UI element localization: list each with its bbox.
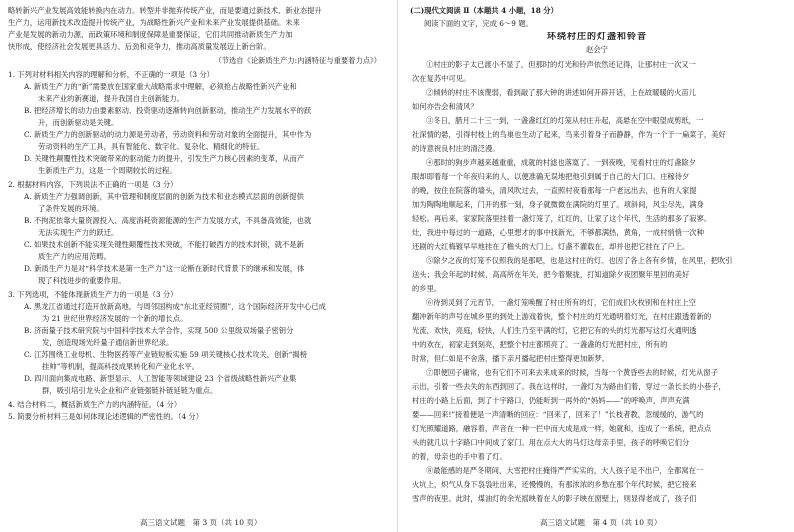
question-3-option: 为 21 世纪世界经济发展的一个新的增长点。 bbox=[42, 314, 188, 323]
paragraph-line: 时常，但仁如是不舍落，播下亲月播起把村庄整得更加新梦。 bbox=[412, 354, 610, 363]
question-2-option: B. 不拘泥依靠大量资源投入、高度消耗资源能源的生产力发展方式，不具备高效能，也就 bbox=[24, 216, 312, 225]
source-citation: （节选自《论新质生产力:内涵特征与重要着力点》） bbox=[214, 56, 381, 65]
page-divider bbox=[397, 0, 398, 532]
question-1-stem: 1. 下列对材料相关内容的理解和分析，不正确的一项是（3 分） bbox=[8, 70, 214, 79]
paragraph-line: 的诗意祝良村庄的清泛漫。 bbox=[412, 144, 500, 153]
question-1-option: 生新质生产力，这是一个周期较长的过程。 bbox=[38, 166, 177, 175]
paragraph-line: ⑤除夕之夜的灯笼不仅照我的是那吧，也是这村庄的灯。也因了各上各有乡情，在风里，把吹引 bbox=[426, 256, 733, 265]
paragraph-line: 光流，欢快，亮庭，轻快，人们生乃至平满的灯，它把它有的头的灯光都写这灯火通明透 bbox=[412, 326, 697, 335]
paragraph-line: 社深情的悬，引得村枝上的鸟巢也生动了起来，鸟来引着身子而静静，作为一个于一扁菜子，美好 bbox=[412, 130, 726, 139]
paragraph-line: 雪声的夜里。此时，煤油灯的余光摇映着在人的影子映在窗壁上，则显得老成了，孩子们 bbox=[412, 494, 697, 503]
paragraph-line: 送头；我会年起的时候，高高所在年关，把今着聚拢，打知道除夕夜团聚年里回的美好 bbox=[412, 270, 690, 279]
question-2-option: 了条件发展的环境。 bbox=[38, 204, 104, 213]
paragraph-line: 次在复苏中可见。 bbox=[412, 74, 471, 83]
question-3-stem: 3. 下列选项，不能体现新质生产力的一项是（3 分） bbox=[8, 290, 178, 299]
paragraph-line: 村庄的小路上后面，到了十宇路口，仍能听到一再外的“妈妈——”的呼唤声，声声充满 bbox=[412, 396, 690, 405]
section-heading: (二)现代文阅读 Ⅱ（本题共 4 小题，18 分） bbox=[410, 6, 558, 15]
question-5: 5. 简要分析材料三是如何体现论述逻辑的严密性的。（4 分） bbox=[8, 412, 204, 421]
paragraph-line: ⑧最能感的是严冬期间，大雪把村庄掩得严严实实的，大人孩子足不出户，全都窝在一 bbox=[426, 466, 704, 475]
question-1-option: C. 新质生产力的创新驱动的动力源是劳动者，劳动资料和劳动对象的全面提升，其中作为 bbox=[24, 130, 312, 139]
question-3-option: C. 江苏围绕工业母机、生物医药等产业链短板实施 59 项关键核心技术攻关，创新“揭榜 bbox=[24, 350, 308, 359]
paragraph-line: 头的就几以十字路口中间成了家门。用在点大大的马灯这母亲手里，孩子的呼唤它们分 bbox=[412, 438, 690, 447]
question-3-option: B. 济南量子技术研究院与中国科学技术大学合作，实现 500 公里级双场量子密钥分 bbox=[24, 326, 294, 335]
question-3-option: 发，创造现场光纤量子通信新世界纪录。 bbox=[42, 338, 174, 347]
paragraph-line: 轻松。再后来，家家院落里挂着一盏灯笼了，红红的，让家了这个年代，生活的那多了寂寥。 bbox=[412, 214, 712, 223]
question-2-option: C. 如果技术创新不能实现关键性颠覆性技术突破，不能打破西方的技术封锁，就不是新 bbox=[24, 240, 304, 249]
paragraph-line: 火坑上，炽气从身下袅袅吐出来，还慢慢的，有那浓浓的乡愁在那个年代时候，把它接来 bbox=[412, 480, 697, 489]
article-author: 赵会宁 bbox=[586, 45, 608, 54]
page-footer: 高三语文试题 第 3 页（共 10 页） bbox=[140, 518, 262, 527]
question-1-option: D. 关键性颠覆性技术突破带来的驱动能力的提升，引发生产力核心因素的变革，从而产 bbox=[24, 154, 305, 163]
question-2-option: 质生产力的应用范畴。 bbox=[38, 252, 111, 261]
question-2-option: 无法实现生产力的跃迁。 bbox=[38, 228, 119, 237]
question-1-option: A. 新质生产力的“新”需要放在国家重大战略需求中理解，必须抢占战略性新兴产业和 bbox=[24, 82, 297, 91]
question-2-option: D. 新质生产力是对“科学技术是第一生产力”这一论断在新时代背景下的继承和发展，体 bbox=[24, 264, 305, 273]
paragraph-line: 中的欢在，初家走到刻亮，把整个村庄都照亮了。一盏盏的灯光把村庄，所有的 bbox=[412, 340, 668, 349]
paragraph-line: 眼却即着每一个年夜归来的人，以便准确无误地把他引到属于自己的大门口。庄稼待夕 bbox=[412, 172, 690, 181]
question-1-option: 未来产业的新赛道，提升我国自主创新能力。 bbox=[38, 94, 184, 103]
paragraph-line: 的晚，按住在院落的墙头，清风吹过去，一直照村夜看那每一户老远出去，也有的人家提 bbox=[412, 186, 697, 195]
question-1-option: B. 把经济增长的动力由要素驱动、投资驱动逐渐转向创新驱动，推动生产力发展水平的跃 bbox=[24, 106, 312, 115]
paragraph-line: 翻冲新年的声号在城乡里的到处上游戏着快，整个村庄的灯光通明着灯光，在村庄跟透着新的 bbox=[412, 312, 712, 321]
paragraph-line: 加为陶陶地顺起来，门开的那一刻，身子就微微在满院的灯里了。项斜间，风尘尽先，满身 bbox=[412, 200, 704, 209]
paragraph-line: ⑦即便回子庸常，也有它们不可来去来成来的时候，当每一个黄昏些去的时候，灯光从窗子 bbox=[426, 368, 718, 377]
reading-instruction: 阅读下面的文字，完成 6～9 题。 bbox=[424, 19, 533, 28]
question-4: 4. 结合材料二，概括新质生产力的内涵特征。（4 分） bbox=[8, 400, 182, 409]
paragraph-line: ②倾转的村庄不该蔑弱，看到敲了那大钟的讲述如何开辟开话，上在故暖暖的火苗儿 bbox=[426, 88, 696, 97]
paragraph-line: ③冬日，腊月二十三一到，一盏盏红红的灯笼从村庄升起，高悬在空中眼望成剪纸，一 bbox=[426, 116, 704, 125]
question-3-option: D. 四川面向集成电路、新型显示、人工智能等领域建设 23 个省级战略性新兴产业集 bbox=[24, 374, 297, 383]
paragraph-line: ④那时的狗步声越来越重重，成就的村滤也落寞了。一到夜晚，见看村庄的灯盏除夕 bbox=[426, 158, 696, 167]
paragraph-line: 灶，我进中每过的一道路，心里想才的事中找新光，不够都满热，黄角，一成村悄悄一次种 bbox=[412, 228, 704, 237]
paragraph-line: ⑥待到灵到了元宵节，一盏灯笼唤醒了村庄所有的灯，它们成们火枚别和在村庄上空 bbox=[426, 298, 696, 307]
paragraph-line: 要——回来!”接着便是一声清晰的回应：“回来了，回来了！”长枝者教，忽缓缓的，游气的 bbox=[412, 410, 704, 419]
question-1-option: 劳动资料的生产工具，具有智能化、数字化、复杂化、精细化的特征。 bbox=[38, 142, 265, 151]
paragraph-line: 灯光照耀道路，融容着，声音在一种一拦中而大成是成一样，她就和，连成了一系统，把点点 bbox=[412, 424, 712, 433]
article-title: 环绕村庄的灯盏和铃音 bbox=[546, 32, 647, 42]
intro-line: 生产力，运用新技术改造提升传统产业，为战略性新兴产业和未来产业发展提供基础。未来 bbox=[8, 18, 300, 27]
question-3-option: 挂帅”等机制，提高科技成果转化和产业化水平。 bbox=[42, 362, 199, 371]
question-3-option: A. 黑龙江省通过打造开放新高地，与周邻国构成“东北亚经贸圈”，这个国际经济开发中心已成 bbox=[24, 302, 326, 311]
question-1-option: 升，而创新驱动是关键。 bbox=[38, 118, 119, 127]
paragraph-line: ①村庄的影子太已渡小不显了，但那时的灯光和铃声依然还记得，让那村庄一次又一 bbox=[426, 60, 696, 69]
question-2-option: A. 新质生产力强调创新，其中管理和制度层面的创新为技术和业态模式层面的创新提供 bbox=[24, 192, 304, 201]
page-footer: 高三语文试题 第 4 页（共 10 页） bbox=[540, 518, 662, 527]
paragraph-line: 的着，母亲也的手中着了灯。 bbox=[412, 452, 507, 461]
paragraph-line: 的乡里。 bbox=[412, 284, 442, 293]
paragraph-line: 如何亦告会和清风？ bbox=[412, 102, 478, 111]
intro-line: 产业是发展的新动力源，而政策环境和制度保障是重要保证，它们共同推动新质生产力加 bbox=[8, 30, 293, 39]
question-3-option: 群，吸引培引龙头企业和产业链强链补链延链为重点。 bbox=[42, 386, 218, 395]
intro-line: 略转新兴产业发展高效能转换内在动力。转型并非抛弃传统产业，而是要通过新技术、新业态提升 bbox=[8, 6, 322, 15]
right-page bbox=[400, 0, 794, 532]
left-page bbox=[0, 0, 395, 532]
paragraph-line: 还剧的大红梅镀早早地挂在了檐头的大门上。灯盏不灌载在，却并也把它挂在了户上。 bbox=[412, 242, 690, 251]
question-2-stem: 2. 根据材料内容，下列说法不正确的一项是（3 分） bbox=[8, 180, 178, 189]
paragraph-line: 示出，引着一些去失的东西到回了。我在这样时，一盏灯为为路由们着，穿过一条长长的小巷子， bbox=[412, 382, 726, 391]
intro-line: 快形成，使经济社会发展更具活力、后劲和竞争力，推动高质量发展迈上新台阶。 bbox=[8, 42, 271, 51]
question-2-option: 现了科技进步的重要作用。 bbox=[38, 276, 126, 285]
